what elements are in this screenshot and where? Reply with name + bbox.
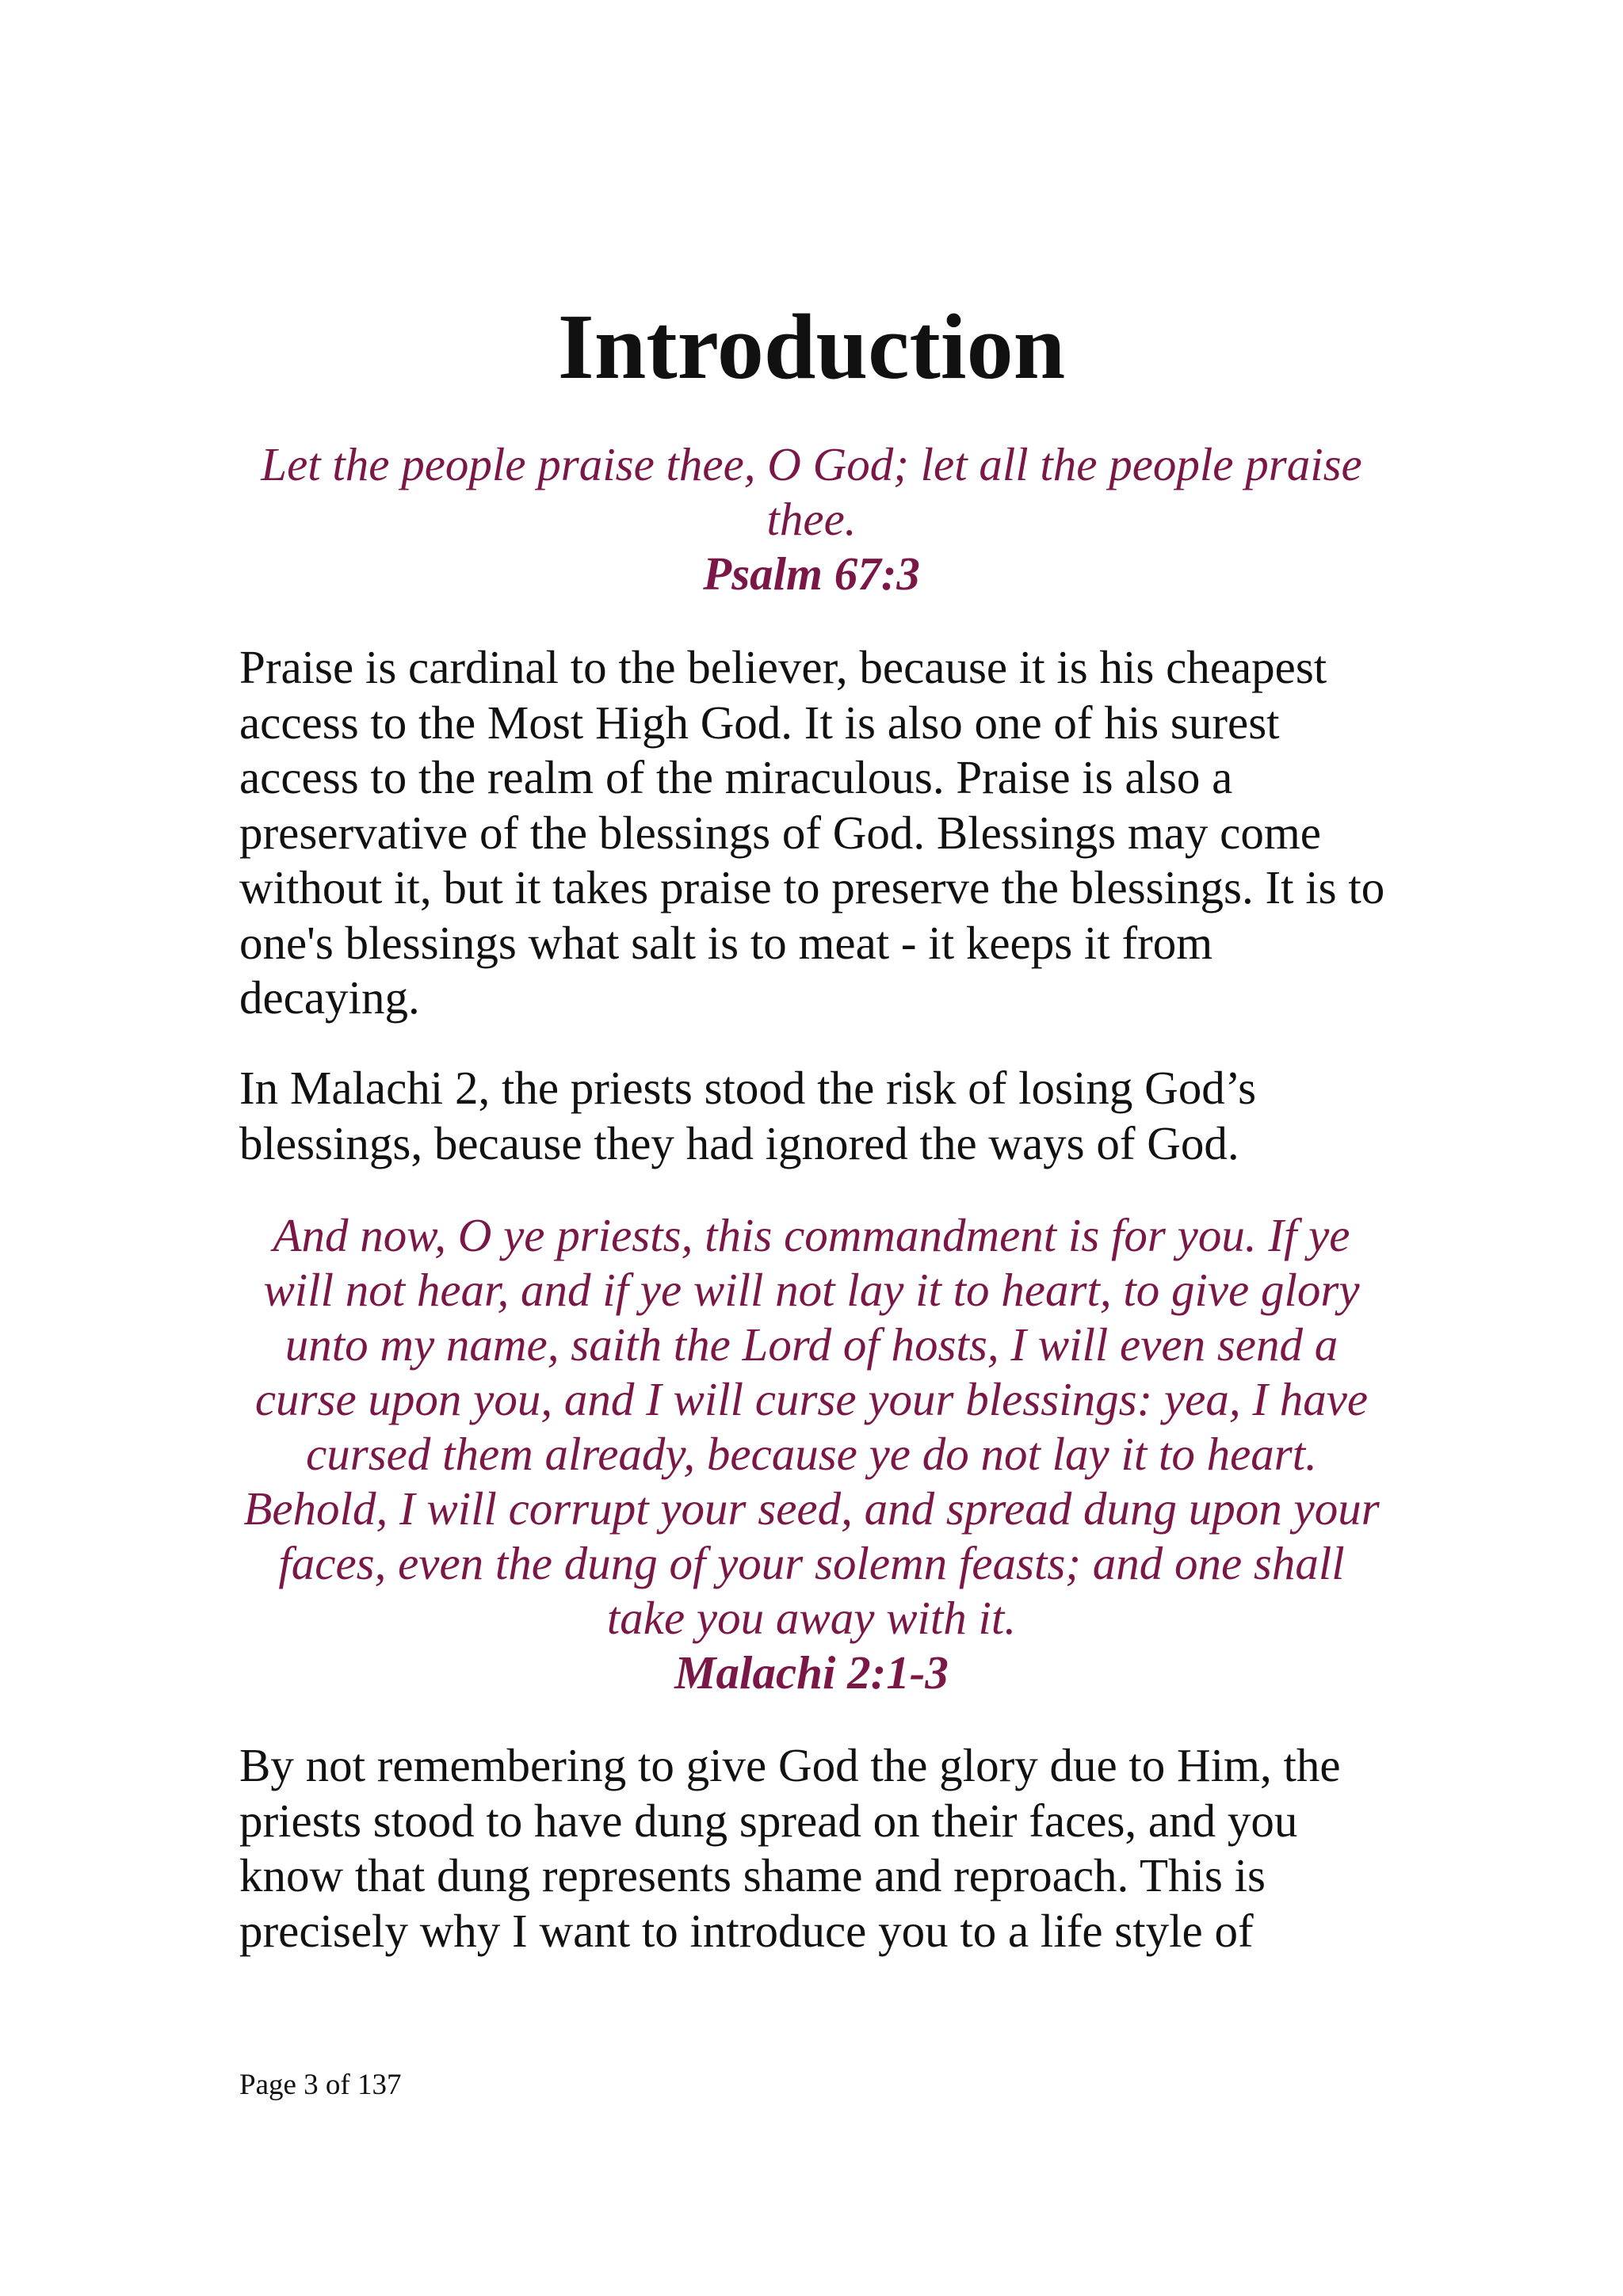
- page-title: Introduction: [557, 295, 1066, 399]
- scripture-quote-psalm: [238, 437, 1385, 601]
- scripture-quote-text: Let the people praise thee, O God; let all the people praise thee.: [261, 438, 1362, 545]
- body-paragraph-3: By not remembering to give God the glory due to Him, the priests stood to have dung spread on their faces, and you know that dung represents shame and reproach. This is precisely why I want to introduce you to a life style of: [239, 1739, 1341, 1957]
- scripture-quote-malachi: [238, 1208, 1385, 1700]
- scripture-reference: Psalm 67:3: [703, 547, 920, 600]
- scripture-reference: Malachi 2:1-3: [674, 1646, 949, 1699]
- body-paragraph-1: Praise is cardinal to the believer, because it is his cheapest access to the Most High God. It is also one of his surest access to the realm of the miraculous. Praise is also a preservative of the blessings of God. Blessings may come without it, but it takes praise to preserve the blessings. It is to one's blessings what salt is to meat - it keeps it from decaying.: [239, 641, 1385, 1024]
- page-number-footer: Page 3 of 137: [239, 2069, 402, 2101]
- scripture-quote-text: And now, O ye priests, this commandment is for you. If ye will not hear, and if ye will not lay it to heart, to give glory unto my name, saith the Lord of hosts, I will even send a curse upon you, and I will curse your blessings: yea, I have cursed them already, because ye do not lay it to heart. Behold, I will corrupt your seed, and spread dung upon your faces, even the dung of your solemn feasts; and one shall take you away with it.: [243, 1209, 1380, 1644]
- body-paragraph-2: In Malachi 2, the priests stood the risk of losing God’s blessings, because they had ignored the ways of God.: [239, 1062, 1257, 1169]
